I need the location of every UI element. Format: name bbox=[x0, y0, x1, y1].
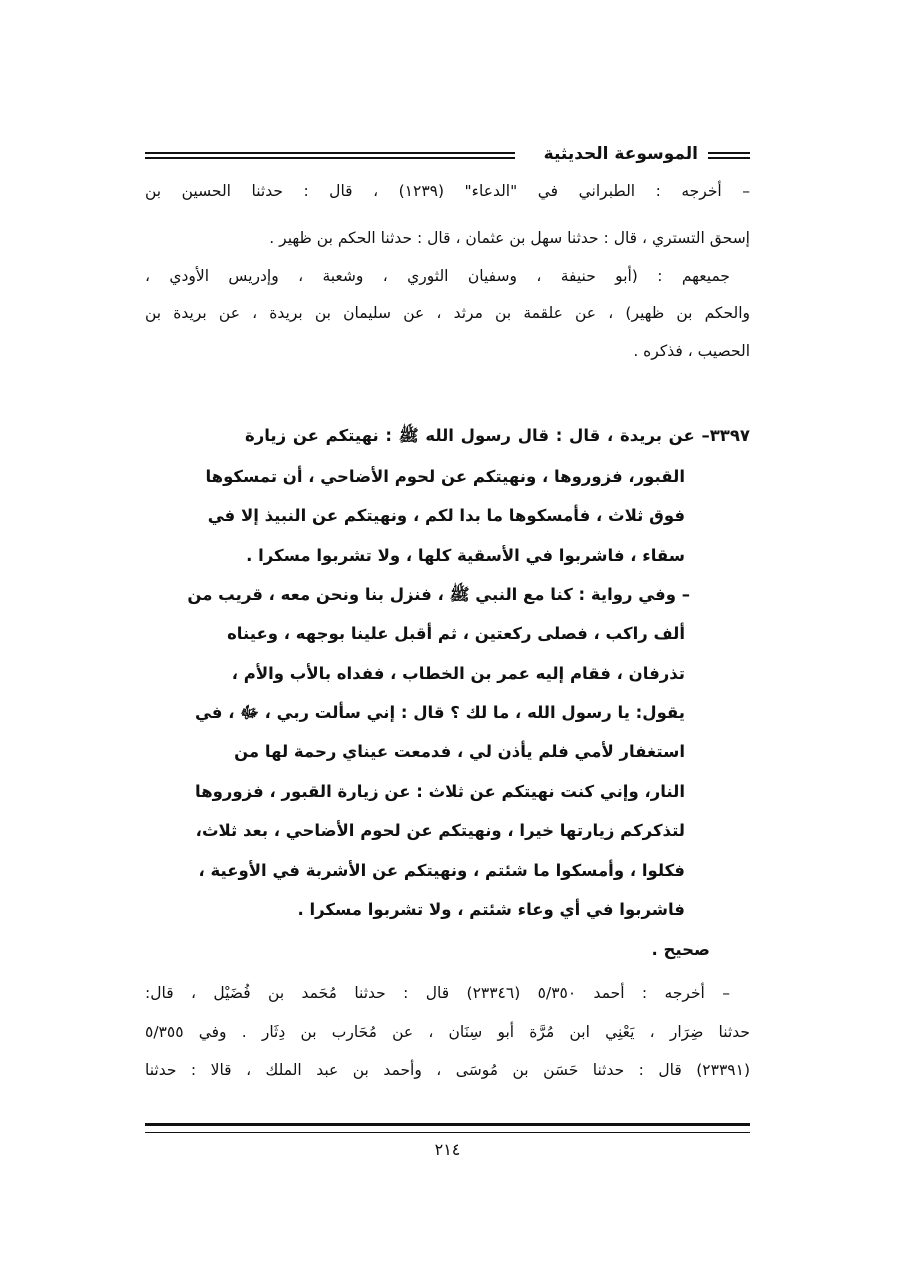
hadith-line: يقول: يا رسول الله ، ما لك ؟ قال : إني سألت ربي ، ﷻ ، في bbox=[194, 703, 685, 722]
text-line: – أخرجه : الطبراني في "الدعاء" (١٢٣٩) ، قال : حدثنا الحسين بن bbox=[145, 182, 750, 200]
hadith-line: – وفي رواية : كنا مع النبي ﷺ ، فنزل بنا ونحن معه ، قريب من bbox=[187, 585, 690, 604]
header-rule-right bbox=[708, 152, 750, 159]
hadith-line: استغفار لأمي فلم يأذن لي ، فدمعت عيناي رحمة لها من bbox=[234, 742, 685, 761]
page bbox=[145, 0, 750, 1273]
header-title: الموسوعة الحديثية bbox=[543, 144, 698, 164]
text-line: والحكم بن ظهير) ، عن علقمة بن مرثد ، عن سليمان بن بريدة ، عن بريدة بن bbox=[145, 304, 750, 322]
text-line: (٢٣٣٩١) قال : حدثنا حَسَن بن مُوسَى ، وأحمد بن عبد الملك ، قالا : حدثنا bbox=[145, 1061, 750, 1079]
hadith-line: ٣٣٩٧– عن بريدة ، قال : قال رسول الله ﷺ : نهيتكم عن زيارة bbox=[245, 426, 750, 445]
text-line: جميعهم : (أبو حنيفة ، وسفيان الثوري ، وشعبة ، وإدريس الأودي ، bbox=[145, 267, 730, 285]
hadith-line: النار، وإني كنت نهيتكم عن ثلاث : عن زيارة القبور ، فزوروها bbox=[195, 782, 685, 801]
running-header bbox=[145, 140, 750, 170]
footer-rule bbox=[145, 1123, 750, 1133]
hadith-line: القبور، فزوروها ، ونهيتكم عن لحوم الأضاحي ، أن تمسكوها bbox=[205, 467, 685, 486]
hadith-line: فاشربوا في أي وعاء شئتم ، ولا تشربوا مسكرا . bbox=[297, 900, 685, 919]
text-line: حدثنا ضِرَار ، يَعْنِي ابن مُرَّة أبو سِنَان ، عن مُحَارب بن دِثَار . وفي ٥/٣٥٥ bbox=[145, 1023, 750, 1041]
text-line: – أخرجه : أحمد ٥/٣٥٠ (٢٣٣٤٦) قال : حدثنا مُحَمد بن فُضَيْل ، قال: bbox=[145, 984, 730, 1002]
text-line: الحصيب ، فذكره . bbox=[633, 342, 750, 360]
page-number: ٢١٤ bbox=[434, 1140, 461, 1159]
hadith-line: تذرفان ، فقام إليه عمر بن الخطاب ، ففداه بالأب والأم ، bbox=[231, 664, 685, 683]
hadith-line: فوق ثلاث ، فأمسكوها ما بدا لكم ، ونهيتكم عن النبيذ إلا في bbox=[207, 506, 685, 525]
hadith-line: فكلوا ، وأمسكوا ما شئتم ، ونهيتكم عن الأشربة في الأوعية ، bbox=[198, 861, 685, 880]
text-line: إسحق التستري ، قال : حدثنا سهل بن عثمان ، قال : حدثنا الحكم بن ظهير . bbox=[269, 229, 750, 247]
hadith-line: ألف راكب ، فصلى ركعتين ، ثم أقبل علينا بوجهه ، وعيناه bbox=[227, 624, 685, 643]
hadith-line: سقاء ، فاشربوا في الأسقية كلها ، ولا تشربوا مسكرا . bbox=[246, 546, 685, 565]
header-rule-left bbox=[145, 152, 515, 159]
hadith-line: لتذكركم زيارتها خيرا ، ونهيتكم عن لحوم الأضاحي ، بعد ثلاث، bbox=[195, 821, 685, 840]
hadith-grade: صحيح . bbox=[651, 940, 710, 959]
